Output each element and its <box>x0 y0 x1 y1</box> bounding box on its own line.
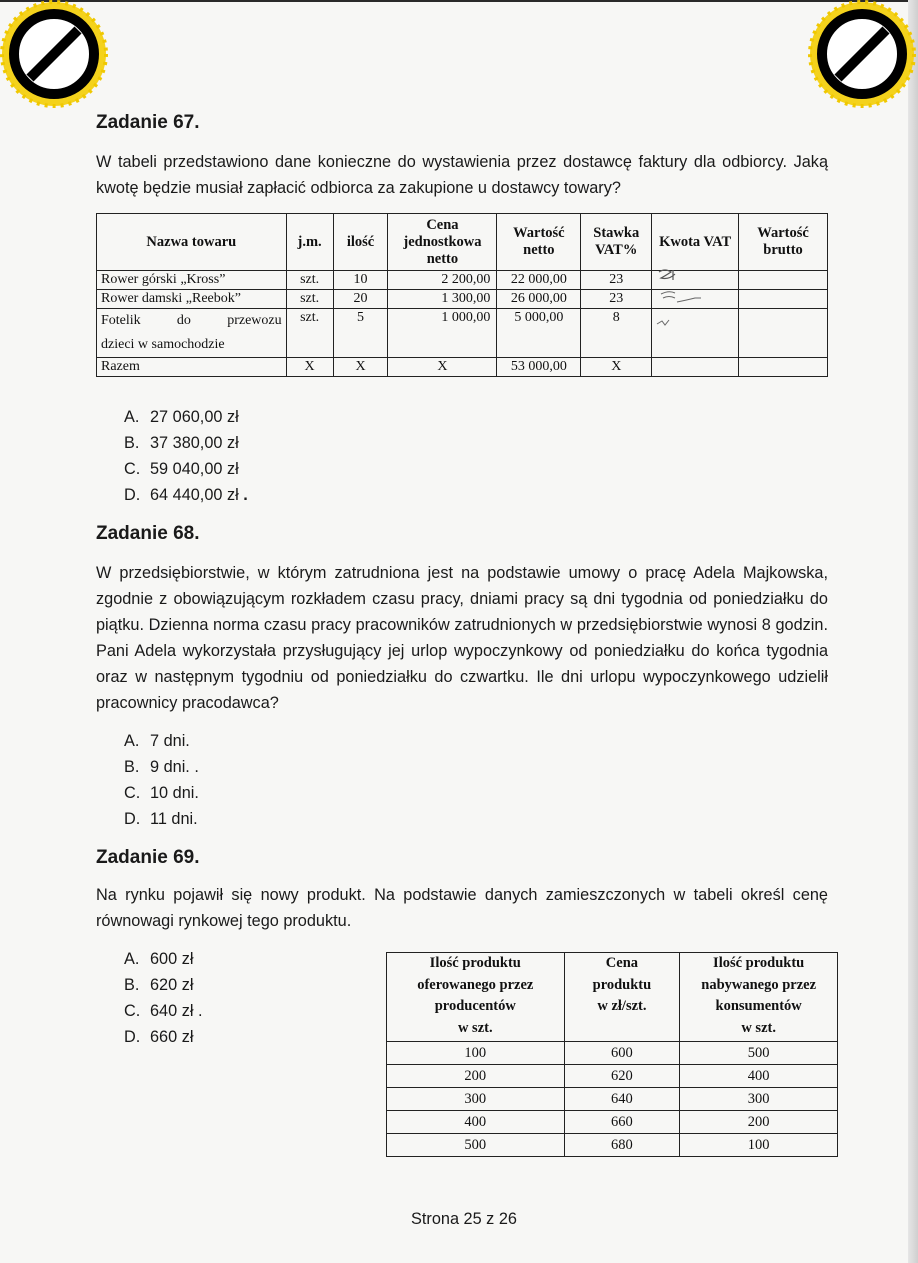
net-value: 5 000,00 <box>497 309 581 358</box>
col-header: Ilość produktu oferowanego przez producentów w szt. <box>387 953 565 1042</box>
col-header: Cena produktu w zł/szt. <box>564 953 680 1042</box>
answer-option[interactable]: B. 9 dni. . <box>124 758 199 776</box>
answer-option[interactable]: C. 640 zł . <box>124 1002 203 1020</box>
task69-answers <box>124 946 203 1050</box>
task68-text: W przedsiębiorstwie, w którym zatrudniona jest na podstawie umowy o pracę Adela Majkowska, zgodnie z obowiązującym rozkładem czasu pracy, dniami pracy są dni tygodnia od poniedziałku do piątku. Dzienna norma czasu pracy pracowników zatrudnionych w przedsiębiorstwie wynosi 8 godzin. Pani Adela wykorzystała przysługujący jej urlop wypoczynkowy od poniedziałku do końca tygodnia oraz w następnym tygodniu od poniedziałku do czwartku. Ile dni urlopu wypoczynkowego udzielił pracownicy pracodawca? <box>96 564 828 712</box>
table-row: 200 620 400 <box>387 1065 838 1088</box>
unit: szt. <box>286 309 333 358</box>
col-header: Nazwa towaru <box>97 214 287 271</box>
table-row <box>97 309 828 358</box>
vat-rate: 23 <box>581 290 652 309</box>
table-row: 400 660 200 <box>387 1111 838 1134</box>
answer-option[interactable]: D. 660 zł <box>124 1028 194 1046</box>
table-row: 500 680 100 <box>387 1134 838 1157</box>
quantity: 10 <box>333 271 388 290</box>
quantity: 5 <box>333 309 388 358</box>
net-value: 53 000,00 <box>497 358 581 377</box>
answer-option[interactable]: A. 27 060,00 zł <box>124 408 239 426</box>
vat-rate: 23 <box>581 271 652 290</box>
col-header: Ilość produktu nabywanego przez konsumentów w szt. <box>680 953 838 1042</box>
answer-option[interactable]: B. 37 380,00 zł <box>124 434 239 452</box>
col-header: Kwota VAT <box>652 214 739 271</box>
answer-option[interactable]: C. 10 dni. <box>124 784 199 802</box>
unit: szt. <box>286 271 333 290</box>
answer-option[interactable]: D. 11 dni. <box>124 810 198 828</box>
task67-answers <box>124 404 248 508</box>
product-name-line: dzieci w samochodzie <box>101 337 225 352</box>
product-name-line: Fotelik do przewozu <box>101 313 282 328</box>
net-value: 26 000,00 <box>497 290 581 309</box>
col-header: Stawka VAT% <box>581 214 652 271</box>
unit-price: X <box>388 358 497 377</box>
unit: X <box>286 358 333 377</box>
product-name: Rower damski „Reebok” <box>97 290 287 309</box>
table-row <box>97 271 828 290</box>
quantity: X <box>333 358 388 377</box>
gross-value-cell <box>739 358 828 377</box>
task67-text: W tabeli przedstawiono dane konieczne do wystawienia przez dostawcę faktury dla odbiorcy. Jaką kwotę będzie musiał zapłacić odbiorca za zakupione u dostawcy towary? <box>96 153 828 197</box>
product-name <box>97 309 287 358</box>
col-header: Wartość netto <box>497 214 581 271</box>
net-value: 22 000,00 <box>497 271 581 290</box>
col-header: ilość <box>333 214 388 271</box>
unit-price: 1 300,00 <box>388 290 497 309</box>
answer-option[interactable]: A. 600 zł <box>124 950 194 968</box>
table-header-row <box>97 214 828 271</box>
gross-value-cell <box>739 271 828 290</box>
table-row: 100 600 500 <box>387 1042 838 1065</box>
no-sign-icon <box>0 0 110 110</box>
col-header: j.m. <box>286 214 333 271</box>
vat-rate: X <box>581 358 652 377</box>
no-sign-icon <box>806 0 916 110</box>
col-header: Cena jednostkowa netto <box>388 214 497 271</box>
page-top-edge <box>0 0 918 2</box>
task68-title: Zadanie 68. <box>96 523 200 544</box>
task69-text: Na rynku pojawił się nowy produkt. Na podstawie danych zamieszczonych w tabeli określ cenę równowagi rynkowej tego produktu. <box>96 886 828 930</box>
market-table <box>386 952 838 1157</box>
product-name: Rower górski „Kross” <box>97 271 287 290</box>
quantity: 20 <box>333 290 388 309</box>
invoice-table <box>96 213 828 377</box>
answer-option[interactable]: A. 7 dni. <box>124 732 190 750</box>
unit-price: 2 200,00 <box>388 271 497 290</box>
task69-title: Zadanie 69. <box>96 847 200 868</box>
answer-option[interactable]: B. 620 zł <box>124 976 194 994</box>
table-header-row <box>387 953 838 1042</box>
gross-value-cell <box>739 290 828 309</box>
table-row: 300 640 300 <box>387 1088 838 1111</box>
unit: szt. <box>286 290 333 309</box>
total-label: Razem <box>97 358 287 377</box>
table-row <box>97 290 828 309</box>
page-right-edge <box>908 0 918 1263</box>
unit-price: 1 000,00 <box>388 309 497 358</box>
task68-answers <box>124 728 199 832</box>
pencil-scribble <box>655 266 715 336</box>
answer-option[interactable]: C. 59 040,00 zł <box>124 460 239 478</box>
task67-title: Zadanie 67. <box>96 112 200 133</box>
table-total-row <box>97 358 828 377</box>
answer-option[interactable]: D. 64 440,00 zł . <box>124 486 248 504</box>
page-number: Strona 25 z 26 <box>411 1210 517 1228</box>
vat-amount-cell <box>652 358 739 377</box>
col-header: Wartość brutto <box>739 214 828 271</box>
gross-value-cell <box>739 309 828 358</box>
vat-rate: 8 <box>581 309 652 358</box>
